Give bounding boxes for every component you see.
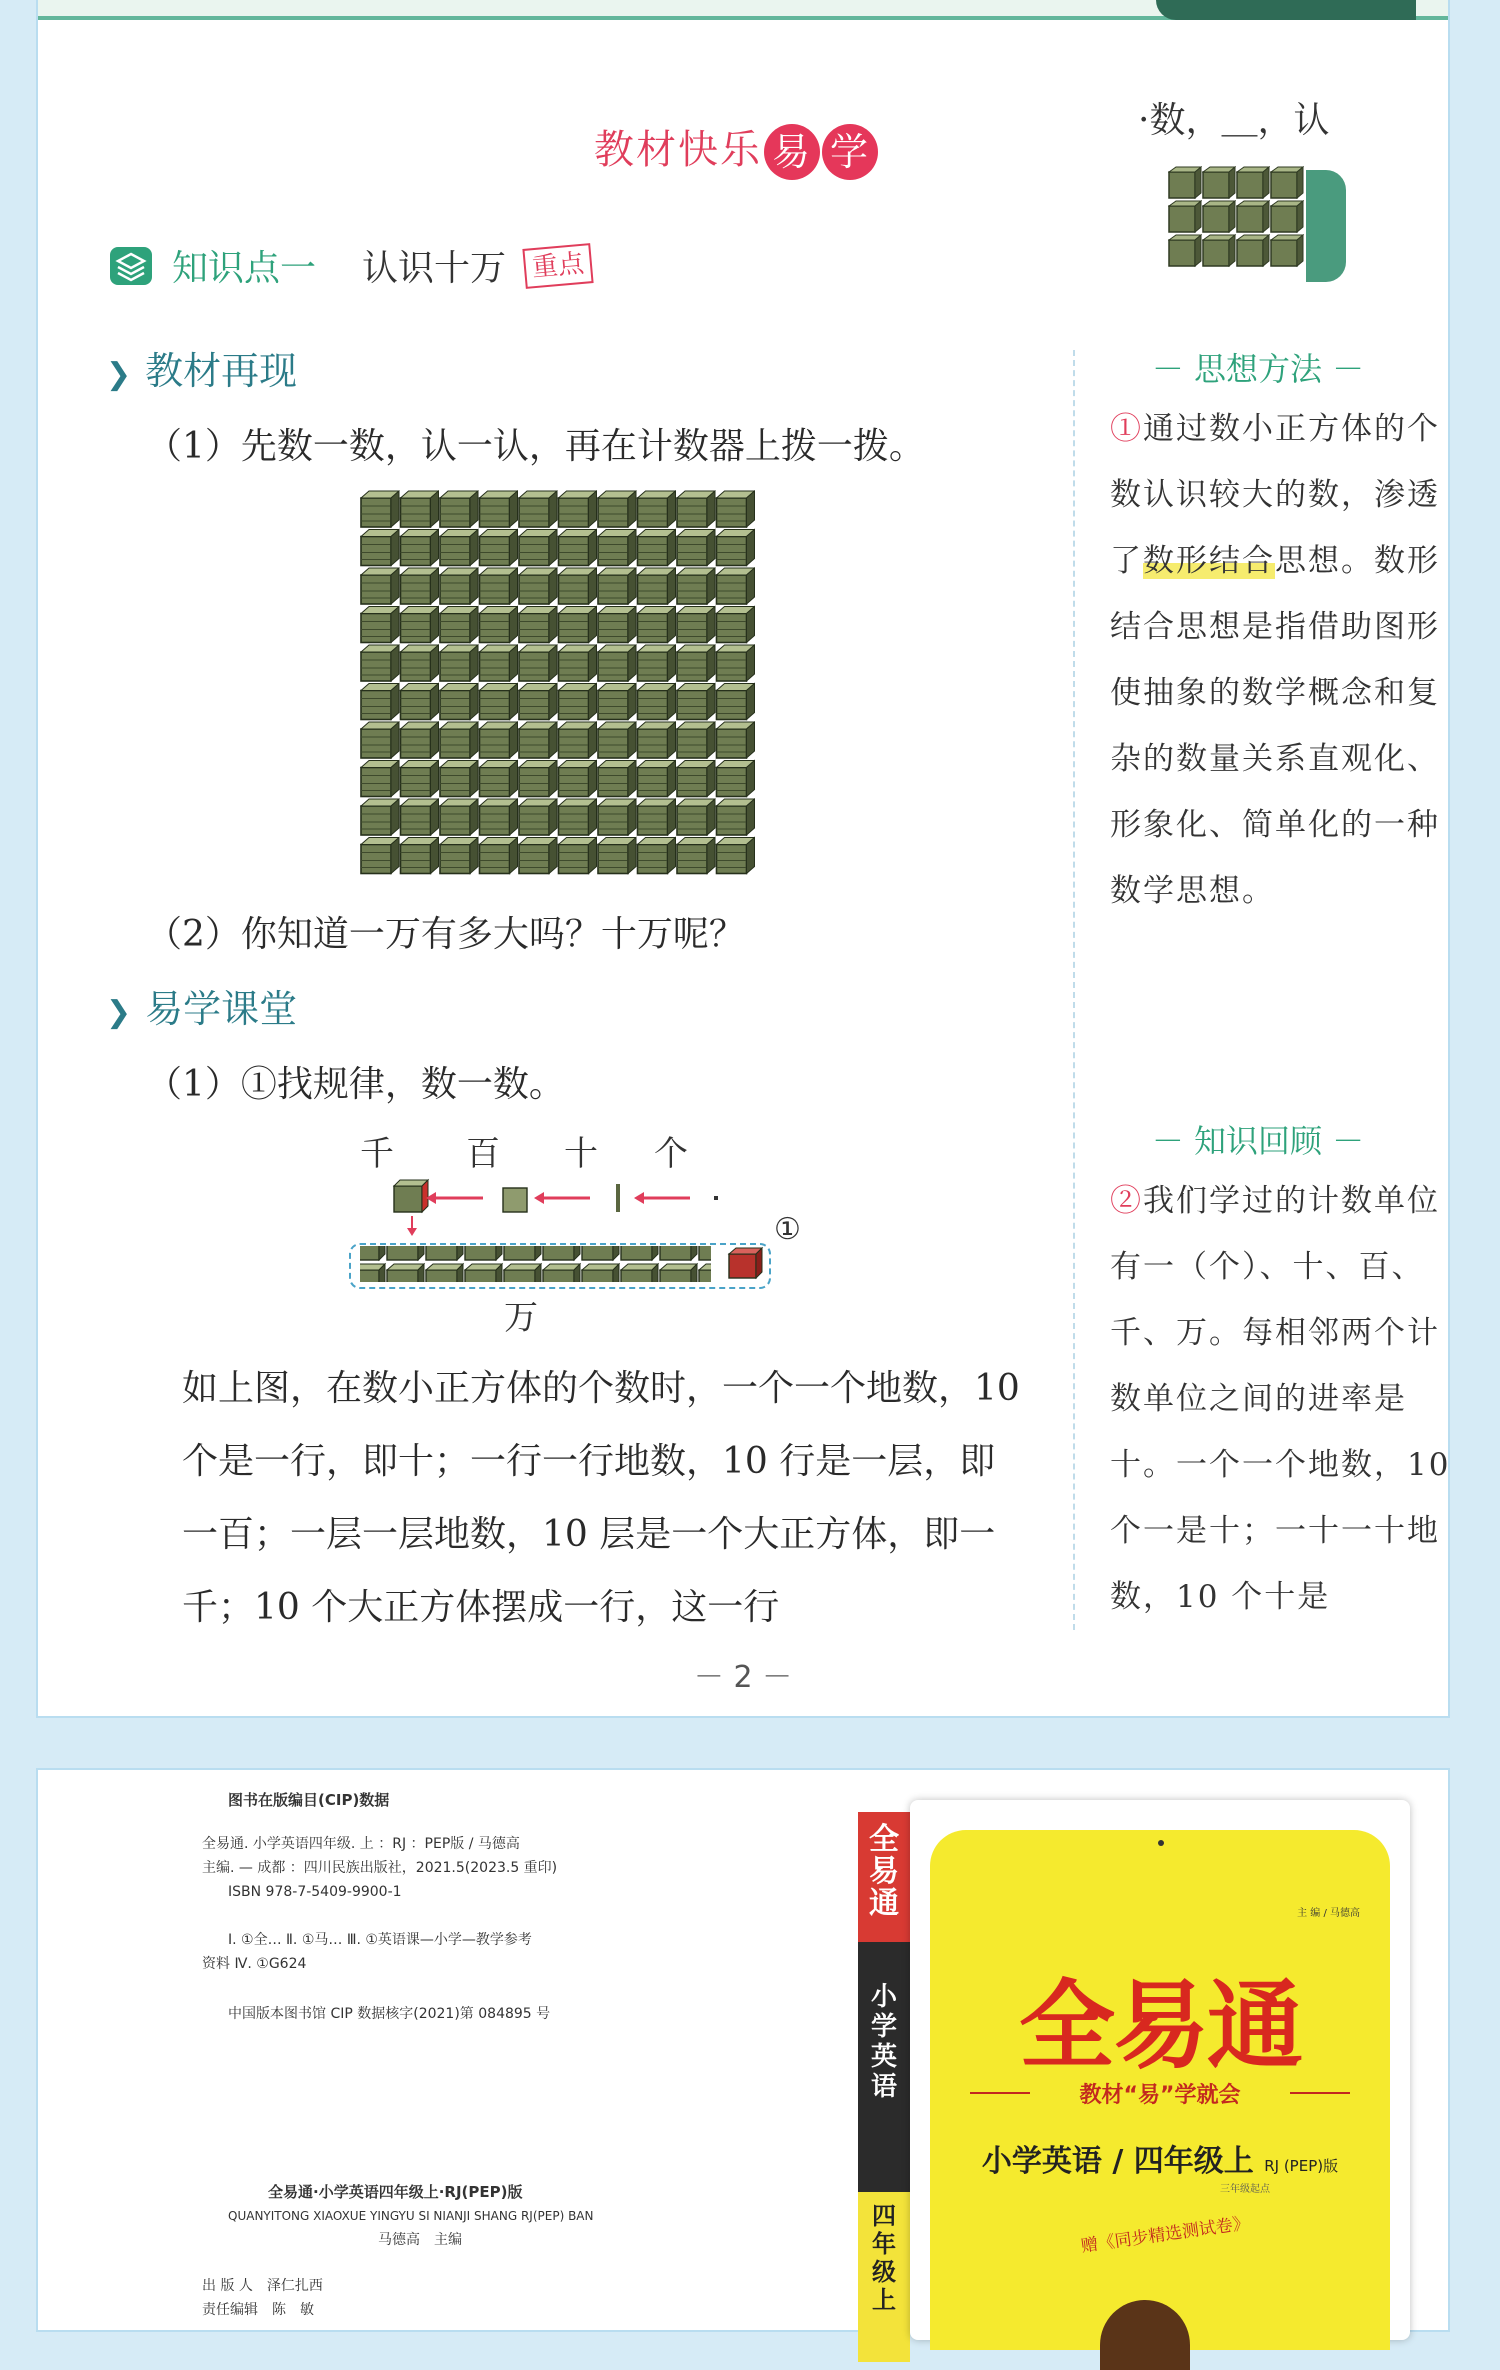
question-3: （1）①找规律，数一数。 — [146, 1064, 565, 1105]
banner-prefix: 教材快乐 — [594, 127, 762, 173]
key-point-stamp: 重点 — [522, 243, 593, 289]
banner-bubble-2: 学 — [822, 124, 878, 180]
label-ten-thousand: 万 — [504, 1298, 538, 1338]
section-textbook-review — [106, 340, 297, 395]
textbook-page — [36, 0, 1450, 1718]
cover-dot — [1158, 1840, 1164, 1846]
corner-cube-illustration — [1168, 166, 1308, 276]
sidebar-title-method: － 思想方法 － — [1151, 350, 1365, 388]
column-divider — [1073, 350, 1075, 1630]
book-title-cn: 全易通·小学英语四年级上·RJ(PEP)版 — [268, 2183, 523, 2201]
cover-starting-grade: 三年级起点 — [1220, 2184, 1270, 2195]
knowledge-point-title: 认识十万 — [362, 248, 507, 289]
cip-heading: 图书在版编目(CIP)数据 — [228, 1791, 390, 1809]
question-2: （2）你知道一万有多大吗？十万呢？ — [146, 914, 745, 955]
section-title: 教材再现 — [145, 349, 298, 393]
marker-1: ① — [774, 1212, 801, 1247]
cover-character — [1100, 2300, 1190, 2370]
top-band-accent — [1156, 0, 1416, 20]
cip-line-2: 主编. — 成都 ：四川民族出版社，2021.5(2023.5 重印) — [202, 1860, 558, 1876]
book-title-pinyin: QUANYITONG XIAOXUE YINGYU SI NIANJI SHANG RJ(PEP) BAN — [228, 2209, 594, 2223]
knowledge-point-label: 知识点一 — [172, 248, 317, 289]
marker-2: ② — [1110, 1183, 1143, 1219]
sidebar-title-review: － 知识回顾 － — [1151, 1122, 1365, 1160]
spine-title: 全易通 — [869, 1822, 899, 1921]
cip-line-4: Ⅰ. ①全… Ⅱ. ①马… Ⅲ. ①英语课—小学—教学参考 — [228, 1932, 532, 1948]
spine-subject: 小学英语 — [870, 1982, 897, 2102]
place-value-diagram — [308, 1160, 778, 1290]
book-spine — [858, 1812, 910, 2352]
page-number: － 2 － — [693, 1660, 793, 1695]
cip-line-5: 资料 Ⅳ. ①G624 — [202, 1956, 307, 1972]
label-one: 个 — [654, 1134, 688, 1174]
cip-line-3: ISBN 978-7-5409-9900-1 — [228, 1884, 402, 1900]
cover-subtitle: 教材“易”学就会 — [1079, 2083, 1241, 2108]
label-ten: 十 — [564, 1134, 598, 1174]
spine-grade: 四年级上 — [872, 2202, 896, 2314]
highlight-text: 数形结合 — [1143, 543, 1275, 579]
section-title: 易学课堂 — [145, 987, 298, 1031]
cover-title: 全易通 — [1019, 1970, 1301, 2082]
cip-line-6: 中国版本图书馆 CIP 数据核字(2021)第 084895 号 — [228, 2006, 551, 2022]
marker-1: ① — [1110, 411, 1143, 447]
banner-title — [594, 118, 878, 180]
cip-line-1: 全易通. 小学英语四年级. 上 ：RJ ：PEP版 / 马德高 — [202, 1836, 520, 1852]
layers-icon — [108, 245, 154, 287]
chevron-right-icon: ❯ — [106, 995, 132, 1030]
book-cover — [910, 1800, 1410, 2340]
book-editor: 马德高 主编 — [378, 2232, 462, 2248]
cover-editor: 主 编 / 马德高 — [1297, 1908, 1360, 1919]
banner-bubble-1: 易 — [764, 124, 820, 180]
cube-grid-illustration — [360, 490, 760, 880]
method-text-a: 通过数小正方体的个数认识较大的数，渗透了 — [1110, 411, 1440, 579]
label-thousand: 千 — [360, 1134, 394, 1174]
chevron-right-icon: ❯ — [106, 357, 132, 392]
review-text: 我们学过的计数单位有一（个）、十、百、千、万。每相邻两个计数单位之间的进率是十。一个一个地数，10 个一是十；一十一十地数，10 个十是 — [1110, 1183, 1451, 1615]
sidebar-text-review — [1110, 1168, 1462, 1630]
responsible-editor-line: 责任编辑 陈 敏 — [202, 2302, 314, 2318]
section-easy-class — [106, 978, 297, 1033]
corner-text: ·数，＿，认 — [1138, 100, 1330, 141]
question-1: （1）先数一数，认一认，再在计数器上拨一拨。 — [146, 426, 925, 467]
cover-gift: 赠《同步精选测试卷》 — [1079, 2213, 1251, 2257]
explanation-paragraph: 如上图，在数小正方体的个数时，一个一个地数，10 个是一行，即十；一行一行地数，10 行是一层，即一百；一层一层地数，10 层是一个大正方体，即一千；10 个大正方体摆成一行，这一行 — [182, 1368, 1020, 1628]
sidebar-text-method — [1110, 396, 1462, 924]
cover-rule-right — [1290, 2092, 1350, 2094]
cover-yellow-panel — [930, 1830, 1390, 2350]
method-text-b: 思想。数形结合思想是指借助图形使抽象的数学概念和复杂的数量关系直观化、形象化、简单化的一种数学思想。 — [1110, 543, 1440, 909]
corner-tab — [1306, 170, 1346, 282]
cover-grade: 小学英语 / 四年级上 RJ (PEP)版 — [981, 2144, 1339, 2179]
copyright-page — [36, 1768, 1450, 2332]
label-hundred: 百 — [466, 1134, 500, 1174]
publisher-line: 出 版 人 泽仁扎西 — [202, 2278, 323, 2294]
knowledge-point-header — [108, 240, 592, 291]
